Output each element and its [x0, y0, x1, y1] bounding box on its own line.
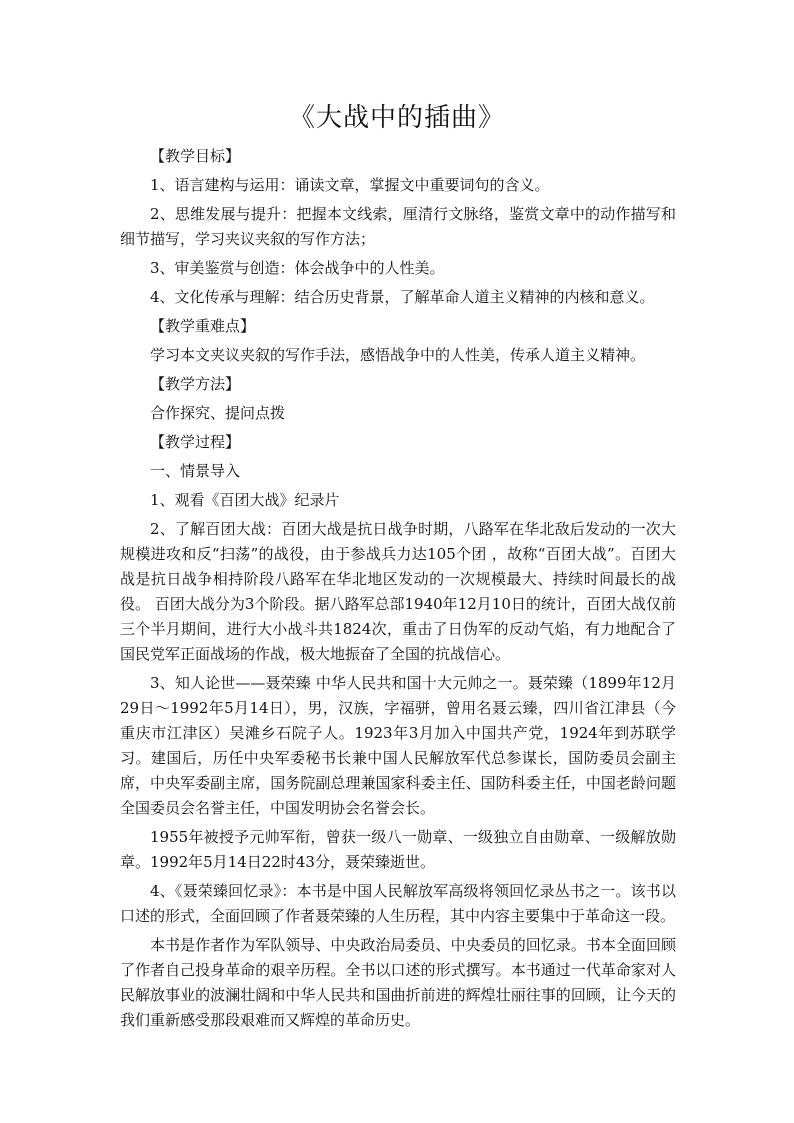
- process-item: 4、《聂荣臻回忆录》：本书是中国人民解放军高级将领回忆录丛书之一。该书以口述的形式，全面回顾了作者聂荣臻的人生历程，其中内容主要集中于革命这一段。: [120, 882, 676, 925]
- process-item: 2、了解百团大战：百团大战是抗日战争时期，八路军在华北敌后发动的一次大规模进攻和反“扫荡”的战役，由于参战兵力达105个团 ，故称“百团大战”。百团大战是抗日战争相持阶段八路军在华北地区发动的一次规模最大、持续时间最长的战役。 百团大战分为3个阶段。据八路军总部1940年12月10日的统计，百团大战仅前三个半月期间，进行大小战斗共1824次，重击了日伪军的反动气焰，有力地配合了国民党军正面战场的作战，极大地振奋了全国的抗战信心。: [120, 520, 676, 663]
- objective-item: 4、文化传承与理解：结合历史背景，了解革命人道主义精神的内核和意义。: [150, 288, 655, 306]
- objective-item: 3、审美鉴赏与创造：体会战争中的人性美。: [150, 259, 445, 277]
- document-title: 《大战中的插曲》: [288, 103, 505, 133]
- process-step-heading: 一、情景导入: [150, 462, 241, 480]
- body-paragraph: 本书是作者作为军队领导、中央政治局委员、中央委员的回忆录。书本全面回顾了作者自己投身革命的艰辛历程。全书以口述的形式撰写。本书通过一代革命家对人民解放事业的波澜壮阔和中华人民共和国曲折前进的辉煌壮丽往事的回顾，让今天的我们重新感受那段艰难而又辉煌的革命历史。: [120, 936, 676, 1029]
- objective-item: 2、思维发展与提升：把握本文线索，厘清行文脉络，鉴赏文章中的动作描写和细节描写，学习夹议夹叙的写作方法；: [120, 205, 676, 248]
- section-heading-methods: 【教学方法】: [150, 375, 241, 393]
- section-heading-objectives: 【教学目标】: [150, 147, 241, 165]
- process-item: 3、知人论世——聂荣臻 中华人民共和国十大元帅之一。聂荣臻（1899年12月29日～1992年5月14日），男，汉族，字福骈，曾用名聂云臻，四川省江津县（今重庆市江津区）吴滩乡石院子人。1923年3月加入中国共产党，1924年到苏联学习。建国后，历任中央军委秘书长兼中国人民解放军代总参谋长，国防委员会副主席，中央军委副主席，国务院副总理兼国家科委主任、国防科委主任，中国老龄问题全国委员会名誉主任，中国发明协会名誉会长。: [120, 674, 676, 817]
- key-points-text: 学习本文夹议夹叙的写作手法，感悟战争中的人性美，传承人道主义精神。: [150, 346, 646, 364]
- document-body: [120, 144, 676, 1037]
- section-heading-process: 【教学过程】: [150, 433, 241, 451]
- process-item: 1、观看《百团大战》纪录片: [150, 491, 340, 509]
- methods-text: 合作探究、提问点拨: [150, 404, 286, 422]
- objective-item: 1、语言建构与运用：诵读文章，掌握文中重要词句的含义。: [150, 176, 550, 194]
- section-heading-key-points: 【教学重难点】: [150, 317, 256, 335]
- body-paragraph: 1955年被授予元帅军衔，曾获一级八一勋章、一级独立自由勋章、一级解放勋章。1992年5月14日22时43分，聂荣臻逝世。: [120, 828, 676, 871]
